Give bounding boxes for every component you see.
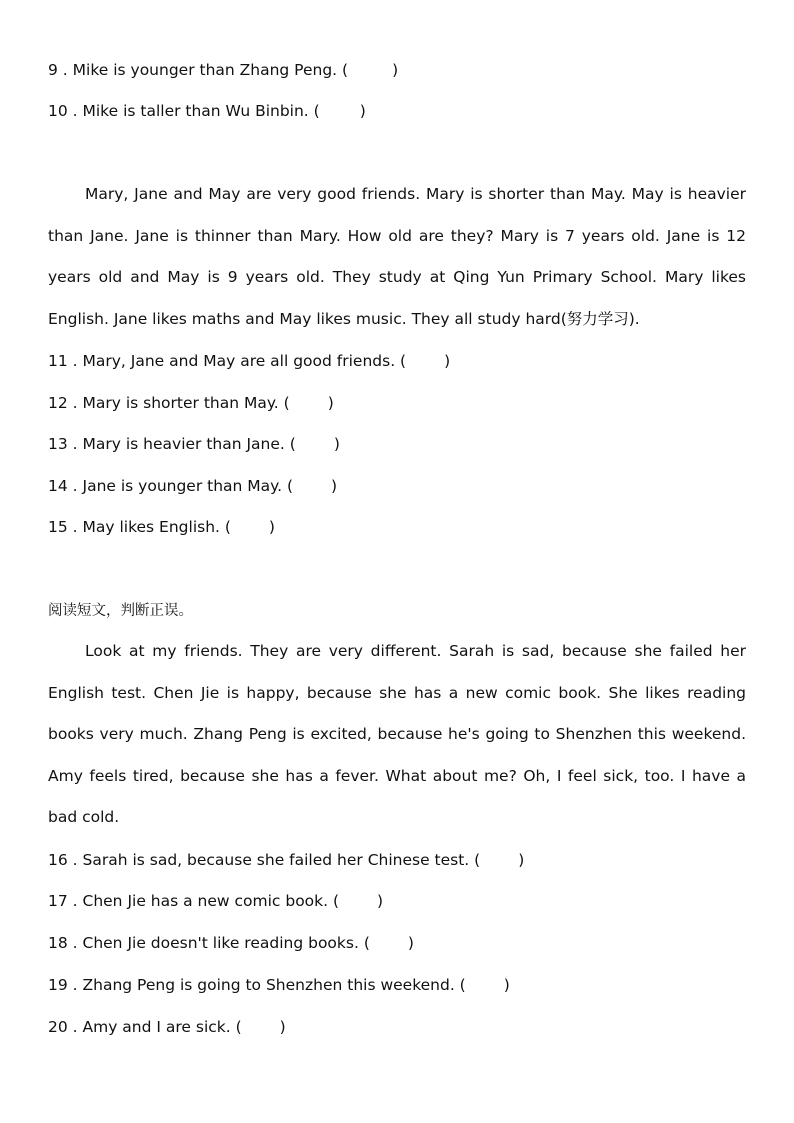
close-paren: ) — [407, 934, 414, 952]
close-paren: ) — [444, 352, 451, 370]
question-18 — [48, 933, 414, 953]
question-text: 15 . May likes English. ( — [48, 518, 231, 536]
question-17 — [48, 891, 383, 911]
question-text: 11 . Mary, Jane and May are all good friends. ( — [48, 352, 407, 370]
question-text: 17 . Chen Jie has a new comic book. ( — [48, 892, 340, 910]
question-text: 12 . Mary is shorter than May. ( — [48, 394, 290, 412]
close-paren: ) — [333, 435, 340, 453]
section-instruction: 阅读短文，判断正误。 — [48, 603, 193, 619]
question-text: 10 . Mike is taller than Wu Binbin. ( — [48, 102, 320, 120]
close-paren: ) — [392, 61, 399, 79]
close-paren: ) — [377, 892, 384, 910]
question-text: 16 . Sarah is sad, because she failed her Chinese test. ( — [48, 851, 481, 869]
close-paren: ) — [268, 518, 275, 536]
reading-passage-feelings: Look at my friends. They are very different. Sarah is sad, because she failed her English test. Chen Jie is happy, because she has a new comic book. She likes reading books very much. Zhang Peng is excited, because he's going to Shenzhen this weekend. Amy feels tired, because she has a fever. What about me? Oh, I feel sick, too. I have a bad cold. — [48, 642, 746, 827]
question-text: 19 . Zhang Peng is going to Shenzhen this weekend. ( — [48, 976, 466, 994]
question-15 — [48, 517, 275, 537]
question-13 — [48, 434, 340, 454]
close-paren: ) — [279, 1018, 286, 1036]
question-text: 14 . Jane is younger than May. ( — [48, 477, 294, 495]
question-9 — [48, 60, 398, 80]
close-paren: ) — [503, 976, 510, 994]
question-text: 20 . Amy and I are sick. ( — [48, 1018, 242, 1036]
close-paren: ) — [359, 102, 366, 120]
reading-passage-friends: Mary, Jane and May are very good friends. Mary is shorter than May. May is heavier than Jane. Jane is thinner than Mary. How old are they? Mary is 7 years old. Jane is 12 years old and May is 9 years old. They study at Qing Yun Primary School. Mary likes English. Jane likes maths and May likes music. They all study hard(努力学习). — [48, 185, 746, 328]
question-16 — [48, 850, 524, 870]
close-paren: ) — [327, 394, 334, 412]
question-20 — [48, 1017, 286, 1037]
question-10 — [48, 101, 366, 121]
question-19 — [48, 975, 510, 995]
question-text: 18 . Chen Jie doesn't like reading books. ( — [48, 934, 370, 952]
question-text: 13 . Mary is heavier than Jane. ( — [48, 435, 296, 453]
close-paren: ) — [518, 851, 525, 869]
question-12 — [48, 393, 334, 413]
close-paren: ) — [331, 477, 338, 495]
question-text: 9 . Mike is younger than Zhang Peng. ( — [48, 61, 349, 79]
question-11 — [48, 351, 450, 371]
question-14 — [48, 476, 337, 496]
